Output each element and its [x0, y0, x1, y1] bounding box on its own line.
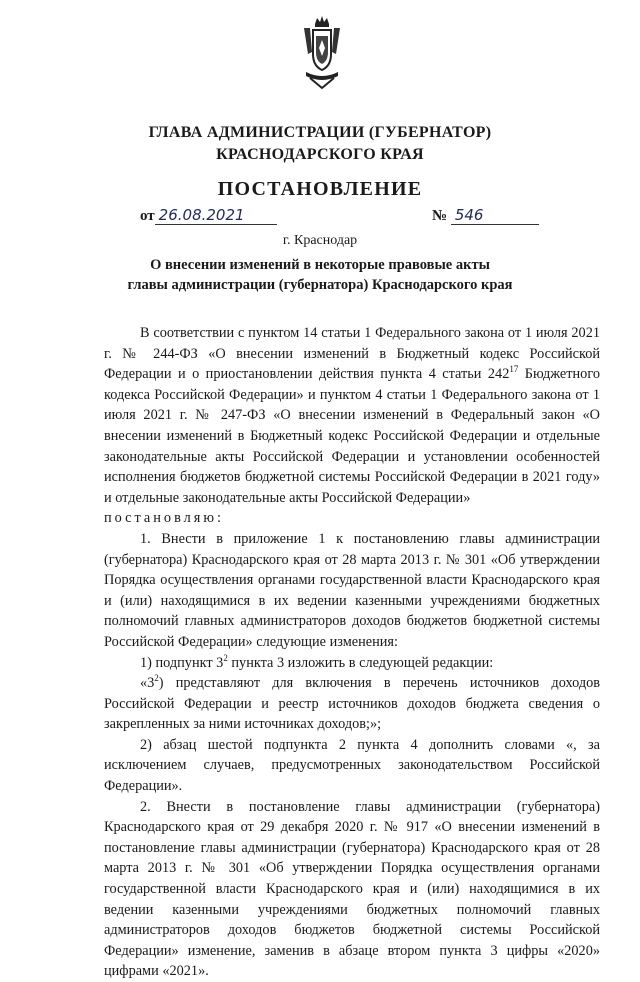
clause-2: 2. Внести в постановление главы администрации (губернатора) Краснодарского края от 29 декабря 2020 г. № 917 «О внесении изменений в постановление главы администрации (губернатора) Краснодарского края от 28 марта 2013 г. № 301 «Об утверждении Порядка осуществления органами государственной власти Краснодарского края и (или) находящимися в их ведении казенными учреждениями бюджетных полномочий главных администраторов доходов бюджетов бюджетной системы Российской Федерации» изменение, заменив в абзаце втором пункта 3 цифры «2020» цифрами «2021». [104, 798, 600, 980]
superscript: 2 [223, 652, 228, 663]
preamble-paragraph: В соответствии с пунктом 14 статьи 1 Федерального закона от 1 июля 2021 г. № 244-ФЗ «О внесении изменений в Бюджетный кодекс Российской Федерации и о приостановлении действия пункта 4 статьи $242^{17}$ Бюджетного кодекса Российской Федерации» и пунктом 4 статьи 1 Федерального закона от 1 июля 2021 г. № 247-ФЗ «О внесении изменений в Федеральный закон «О внесении изменений в Бюджетный кодекс Российской Федерации и отдельные законодательные акты Российской Федерации и установлении особенностей исполнения бюджетов бюджетной системы Российской Федерации в 2021 году» и отдельные законодательные акты Российской Федерации» [104, 325, 600, 506]
number-value: 546 [451, 206, 539, 225]
coat-of-arms-icon [298, 14, 346, 90]
date-value: 26.08.2021 [155, 206, 277, 225]
superscript: 2 [154, 673, 159, 684]
subclause-1-1: 1) подпункт $3^2$ пункта 3 изложить в следующей редакции: [140, 652, 494, 671]
number-prefix: № [432, 208, 448, 224]
number-field [432, 206, 539, 225]
document-title-line-1: О внесении изменений в некоторые правовые акты [150, 257, 490, 273]
city: г. Краснодар [282, 233, 358, 248]
subclause-1-2: 2) абзац шестой подпункта 2 пункта 4 дополнить словами «, за исключением случаев, предусмотренных законодательством Российской Федерации». [104, 736, 600, 795]
issuer-title-line-2: КРАСНОДАРСКОГО КРАЯ [216, 146, 424, 163]
document-type: ПОСТАНОВЛЕНИЕ [217, 178, 423, 200]
quoted-text: «$3^2$) представляют для включения в перечень источников доходов Российской Федерации и реестр источников доходов бюджета сведения о закрепленных за ними источниках доходов;»; [104, 673, 600, 733]
superscript: 17 [509, 364, 519, 375]
resolve-line: постановляю: [104, 510, 224, 527]
document-title-line-2: главы администрации (губернатора) Краснодарского края [127, 277, 513, 293]
date-prefix: от [140, 208, 155, 224]
document-body [104, 323, 600, 982]
date-field [140, 206, 277, 225]
issuer-title-line-1: ГЛАВА АДМИНИСТРАЦИИ (ГУБЕРНАТОР) [148, 124, 492, 141]
clause-1: 1. Внести в приложение 1 к постановлению главы администрации (губернатора) Краснодарского края от 28 марта 2013 г. № 301 «Об утверждении Порядка осуществления органами государственной власти Краснодарского края и (или) находящимися в их ведении казенными учреждениями бюджетных полномочий главных администраторов доходов бюджетов бюджетной системы Российской Федерации» следующие изменения: [104, 530, 600, 650]
